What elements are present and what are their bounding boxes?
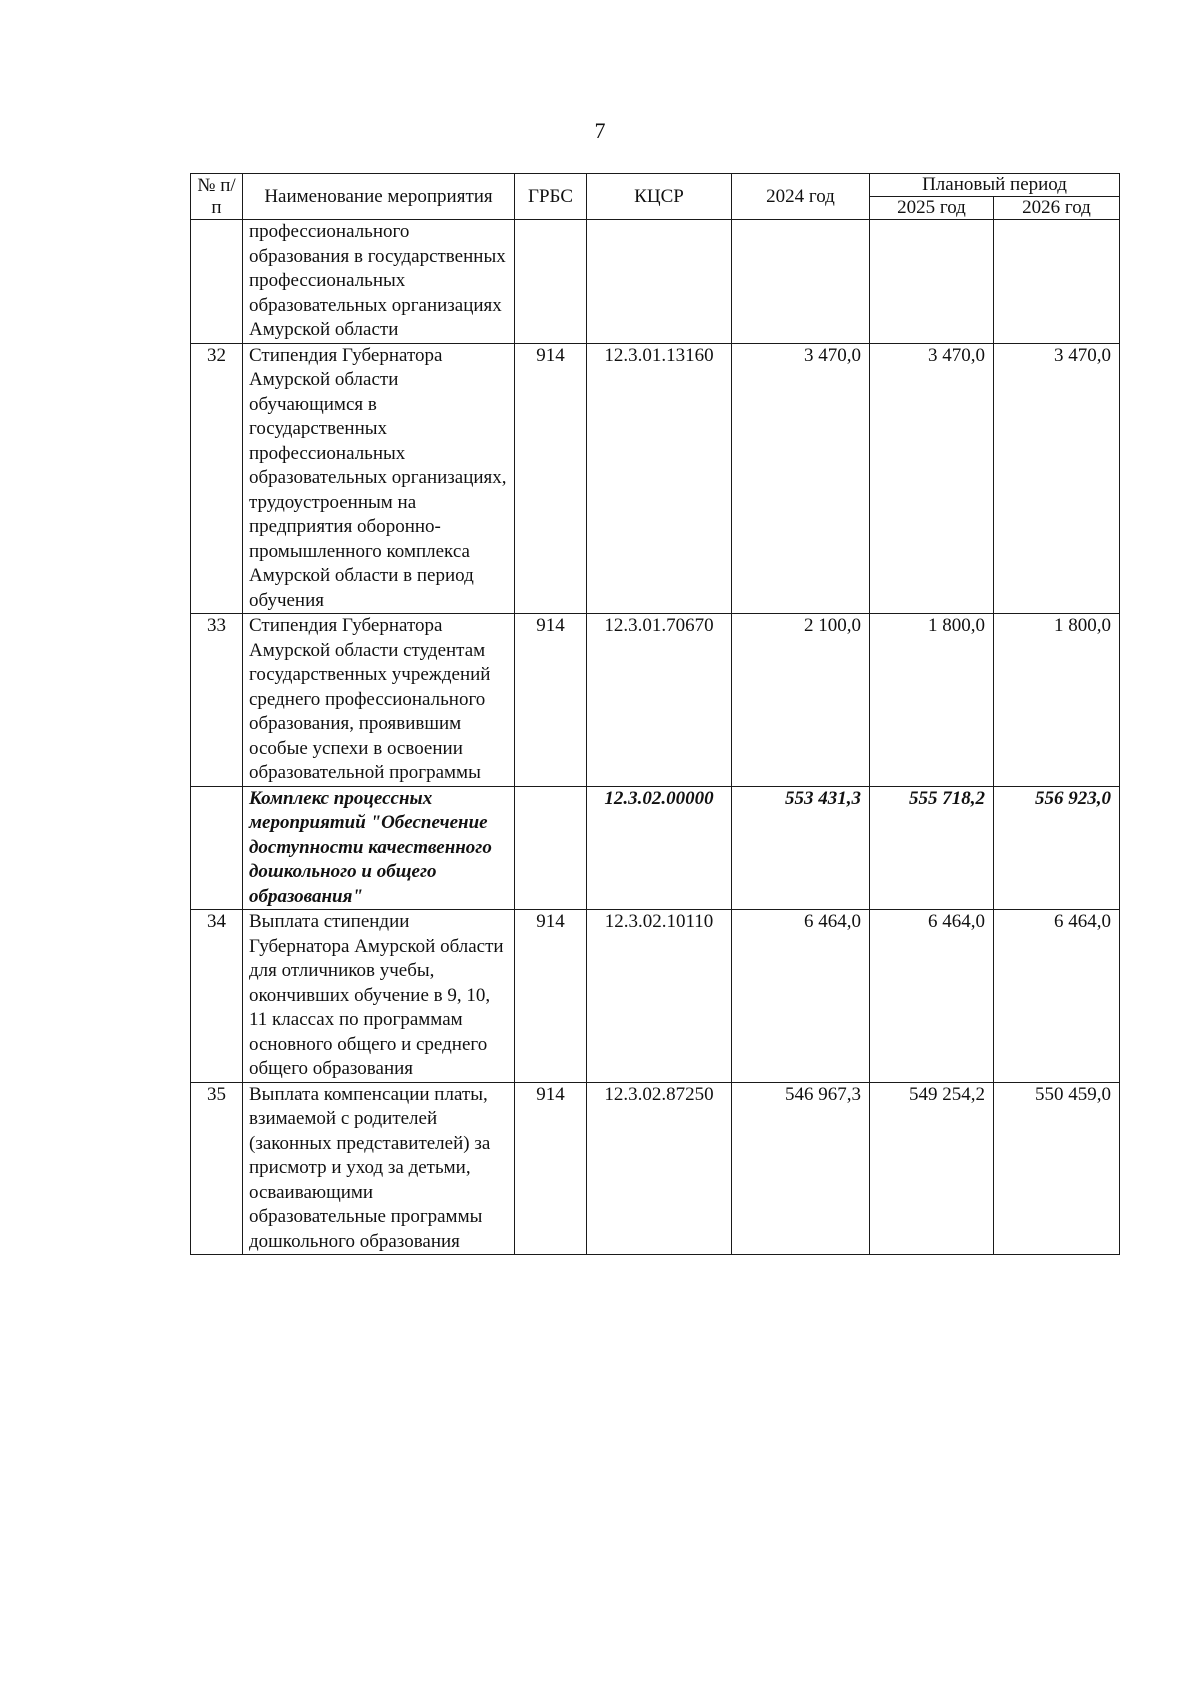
cell-name: Комплекс процессных мероприятий "Обеспечение доступности качественного дошкольного и общего образования" <box>243 786 515 910</box>
budget-table <box>190 173 1120 1255</box>
cell-2024: 553 431,3 <box>732 786 870 910</box>
cell-kcsr: 12.3.02.00000 <box>587 786 732 910</box>
cell-num: 35 <box>191 1082 243 1255</box>
cell-2024: 3 470,0 <box>732 343 870 614</box>
cell-num: 34 <box>191 910 243 1083</box>
cell-2026: 556 923,0 <box>994 786 1120 910</box>
cell-name: Выплата стипендии Губернатора Амурской области для отличников учебы, окончивших обучение в 9, 10, 11 классах по программам основного общего и среднего общего образования <box>243 910 515 1083</box>
cell-2025: 3 470,0 <box>870 343 994 614</box>
cell-kcsr: 12.3.02.87250 <box>587 1082 732 1255</box>
cell-2025: 555 718,2 <box>870 786 994 910</box>
table-row <box>191 220 1120 344</box>
cell-name: профессионального образования в государственных профессиональных образовательных организациях Амурской области <box>243 220 515 344</box>
cell-name: Выплата компенсации платы, взимаемой с родителей (законных представителей) за присмотр и уход за детьми, осваивающими образовательные программы дошкольного образования <box>243 1082 515 1255</box>
cell-kcsr <box>587 220 732 344</box>
cell-2026: 3 470,0 <box>994 343 1120 614</box>
cell-name: Стипендия Губернатора Амурской области обучающимся в государственных профессиональных образовательных организациях, трудоустроенным на предприятия оборонно-промышленного комплекса Амурской области в период обучения <box>243 343 515 614</box>
cell-num: 33 <box>191 614 243 787</box>
cell-grbs: 914 <box>515 614 587 787</box>
cell-kcsr: 12.3.01.13160 <box>587 343 732 614</box>
cell-kcsr: 12.3.01.70670 <box>587 614 732 787</box>
header-name: Наименование мероприятия <box>243 174 515 220</box>
cell-num: 32 <box>191 343 243 614</box>
cell-grbs <box>515 786 587 910</box>
cell-2024 <box>732 220 870 344</box>
table-row <box>191 1082 1120 1255</box>
cell-grbs: 914 <box>515 343 587 614</box>
table-row <box>191 910 1120 1083</box>
cell-2025: 549 254,2 <box>870 1082 994 1255</box>
cell-2024: 2 100,0 <box>732 614 870 787</box>
cell-kcsr: 12.3.02.10110 <box>587 910 732 1083</box>
cell-2024: 6 464,0 <box>732 910 870 1083</box>
cell-grbs <box>515 220 587 344</box>
cell-num <box>191 220 243 344</box>
header-kcsr: КЦСР <box>587 174 732 220</box>
cell-2026: 1 800,0 <box>994 614 1120 787</box>
header-grbs: ГРБС <box>515 174 587 220</box>
header-2024: 2024 год <box>732 174 870 220</box>
cell-2025: 6 464,0 <box>870 910 994 1083</box>
table-row <box>191 614 1120 787</box>
header-num: № п/п <box>191 174 243 220</box>
table-row <box>191 343 1120 614</box>
cell-2025: 1 800,0 <box>870 614 994 787</box>
cell-num <box>191 786 243 910</box>
header-row <box>191 174 1120 197</box>
cell-grbs: 914 <box>515 1082 587 1255</box>
header-2025: 2025 год <box>870 197 994 220</box>
cell-2026: 550 459,0 <box>994 1082 1120 1255</box>
table-row-group <box>191 786 1120 910</box>
cell-2025 <box>870 220 994 344</box>
cell-2026 <box>994 220 1120 344</box>
cell-grbs: 914 <box>515 910 587 1083</box>
cell-2026: 6 464,0 <box>994 910 1120 1083</box>
header-2026: 2026 год <box>994 197 1120 220</box>
cell-name: Стипендия Губернатора Амурской области студентам государственных учреждений среднего профессионального образования, проявившим особые успехи в освоении образовательной программы <box>243 614 515 787</box>
header-planned-period: Плановый период <box>870 174 1120 197</box>
page-number: 7 <box>594 118 606 143</box>
cell-2024: 546 967,3 <box>732 1082 870 1255</box>
